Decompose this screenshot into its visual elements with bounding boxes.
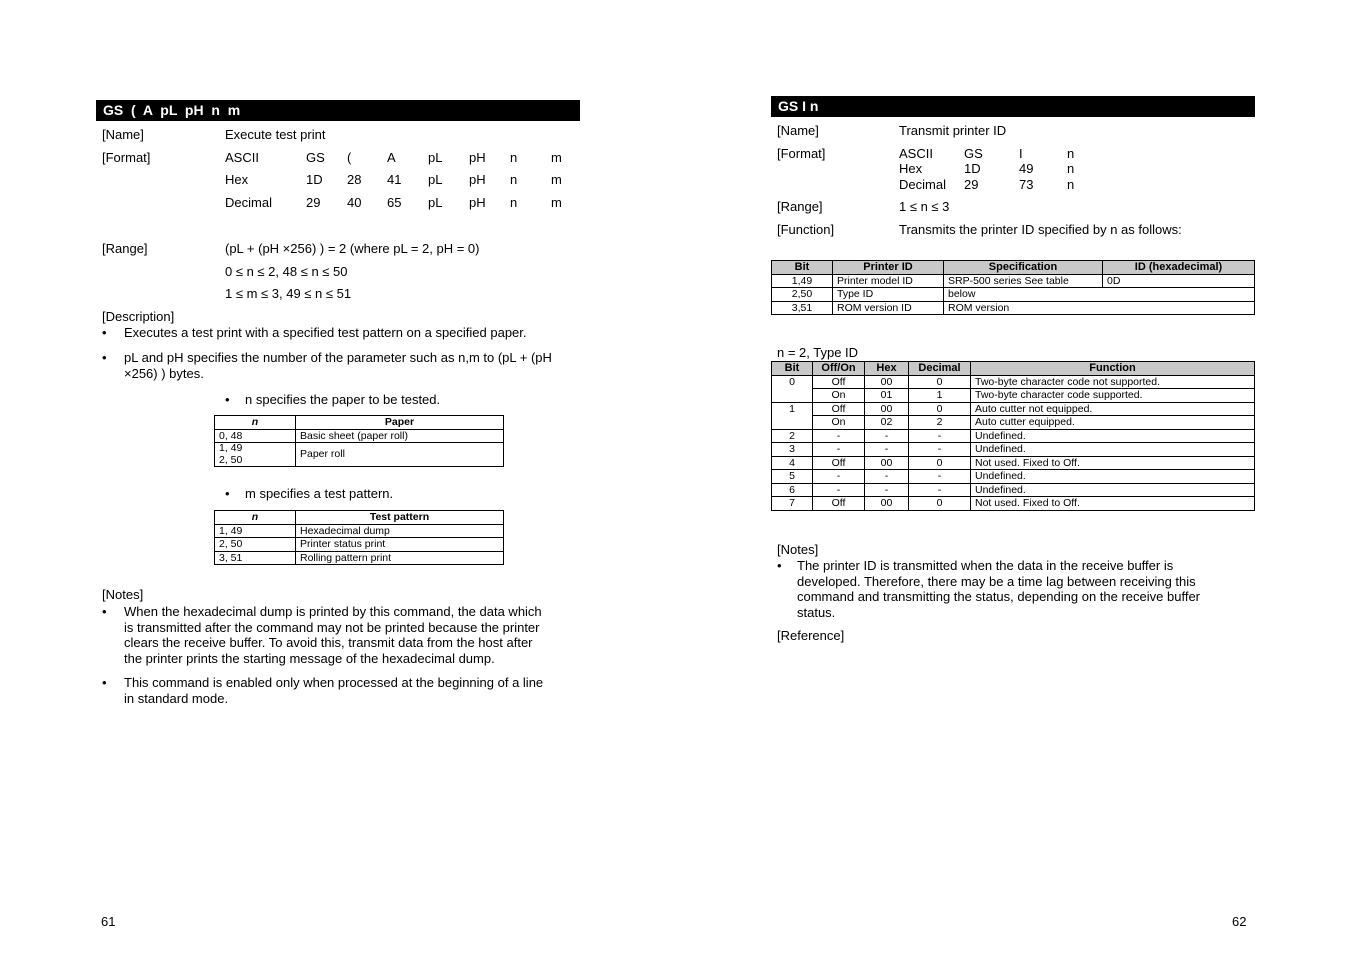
table-row [215, 538, 504, 552]
table-row [772, 402, 1255, 416]
table-cell: 2,50 [772, 288, 833, 302]
table-header: ID (hexadecimal) [1103, 261, 1255, 275]
table-header: n [215, 511, 296, 525]
left-range-label: [Range] [102, 241, 148, 256]
left-command-title: GS ( A pL pH n m [96, 100, 580, 121]
bullet-text: ×256) ) bytes. [124, 366, 204, 381]
bullet-dot: • [102, 325, 107, 340]
table-cell: - [813, 483, 865, 497]
table-cell: Hexadecimal dump [296, 524, 504, 538]
table-row [772, 443, 1255, 457]
format-cell: 1D [306, 172, 323, 187]
table-cell: 2, 50 [215, 538, 296, 552]
page-number-left: 61 [101, 914, 116, 929]
format-cell: pH [469, 150, 486, 165]
format-cell: pH [469, 195, 486, 210]
format-cell: n [1067, 161, 1075, 176]
table-cell: 0 [772, 375, 813, 402]
bullet-text: is transmitted after the command may not be printed because the printer [124, 619, 540, 635]
table-cell: 1,49 [772, 274, 833, 288]
printer-id-table [771, 260, 1255, 315]
right-range-label: [Range] [777, 199, 823, 214]
table-cell: 2 [909, 416, 971, 430]
format-cell: ( [347, 150, 352, 165]
type-id-table [771, 361, 1255, 511]
table-cell: 6 [772, 483, 813, 497]
format-cell: n [1067, 146, 1075, 161]
table-cell: 0 [909, 375, 971, 389]
format-cell: n [1067, 177, 1075, 192]
table-cell: Auto cutter not equipped. [971, 402, 1255, 416]
table-row [772, 456, 1255, 470]
table-cell: - [865, 443, 909, 457]
table-cell: Undefined. [971, 470, 1255, 484]
right-name-label: [Name] [777, 123, 819, 138]
format-cell: ASCII [225, 150, 259, 165]
table-cell: 1, 49 [215, 524, 296, 538]
right-reference-label: [Reference] [777, 628, 845, 643]
table-cell: Off [813, 402, 865, 416]
table-cell: - [865, 429, 909, 443]
table-cell: 02 [865, 416, 909, 430]
bullet-text: the printer prints the starting message of the hexadecimal dump. [124, 650, 495, 666]
table-cell: ROM version ID [833, 301, 944, 315]
table-cell: Rolling pattern print [296, 551, 504, 565]
table-cell: Undefined. [971, 483, 1255, 497]
bullet-text: pL and pH specifies the number of the parameter such as n,m to (pL + (pH [124, 350, 552, 365]
table-cell: Undefined. [971, 429, 1255, 443]
description-bullet [102, 325, 572, 341]
table-cell: 7 [772, 497, 813, 511]
table-cell: Paper roll [296, 443, 504, 467]
table-cell: Off [813, 497, 865, 511]
table-cell: 01 [865, 389, 909, 403]
left-range-line: 0 ≤ n ≤ 2, 48 ≤ n ≤ 50 [225, 264, 348, 279]
bullet-dot: • [777, 558, 782, 573]
table-cell: Not used. Fixed to Off. [971, 456, 1255, 470]
left-range-line: (pL + (pH ×256) ) = 2 (where pL = 2, pH = 0) [225, 241, 480, 256]
bullet-text: m specifies a test pattern. [245, 486, 394, 501]
format-cell: 1D [964, 161, 981, 176]
table-cell: 3, 51 [215, 551, 296, 565]
right-range-value: 1 ≤ n ≤ 3 [899, 199, 950, 214]
bullet-dot: • [102, 604, 107, 619]
left-format-label: [Format] [102, 150, 151, 165]
table-cell: - [813, 443, 865, 457]
table-cell: 0D [1103, 274, 1255, 288]
left-range-line: 1 ≤ m ≤ 3, 49 ≤ n ≤ 51 [225, 286, 352, 301]
format-cell: 65 [387, 195, 402, 210]
left-name-value: Execute test print [225, 127, 326, 142]
table-row [772, 288, 1255, 302]
table-cell-line: 2, 50 [219, 453, 243, 466]
table-cell: - [909, 483, 971, 497]
table-cell: - [813, 470, 865, 484]
table-row [772, 416, 1255, 430]
format-cell: ASCII [899, 146, 933, 161]
table-cell: 00 [865, 456, 909, 470]
table-cell: Basic sheet (paper roll) [296, 429, 504, 443]
bullet-dot: • [225, 486, 230, 501]
format-cell: 29 [306, 195, 321, 210]
format-cell: 28 [347, 172, 362, 187]
table-row [772, 429, 1255, 443]
table-row [772, 389, 1255, 403]
table-header: Paper [296, 416, 504, 430]
table-cell: - [813, 429, 865, 443]
table-cell: - [909, 443, 971, 457]
table-cell [215, 443, 296, 467]
format-cell: 73 [1019, 177, 1034, 192]
bullet-text: This command is enabled only when processed at the beginning of a line [124, 675, 544, 690]
table-cell: Printer status print [296, 538, 504, 552]
table-cell: - [909, 429, 971, 443]
format-cell: n [510, 172, 518, 187]
right-format-label: [Format] [777, 146, 826, 161]
table-header: Specification [944, 261, 1103, 275]
table-cell: 3,51 [772, 301, 833, 315]
description-bullet [102, 350, 572, 382]
table-cell: - [909, 470, 971, 484]
right-notes-label: [Notes] [777, 542, 819, 557]
format-cell: Hex [899, 161, 923, 176]
table-cell: 0 [909, 402, 971, 416]
table-cell: below [944, 288, 1255, 302]
format-cell: m [551, 195, 562, 210]
notes-bullet [102, 675, 572, 707]
table-header: Bit [772, 362, 813, 376]
bullet-text: Executes a test print with a specified test pattern on a specified paper. [124, 325, 527, 340]
format-cell: n [510, 150, 518, 165]
table-cell: On [813, 389, 865, 403]
table-row [772, 470, 1255, 484]
table-header: Hex [865, 362, 909, 376]
table-cell: - [865, 483, 909, 497]
table-header: Test pattern [296, 511, 504, 525]
page-number-right: 62 [1232, 914, 1247, 929]
table-header: Off/On [813, 362, 865, 376]
left-description-label: [Description] [102, 309, 175, 324]
table-cell: Off [813, 375, 865, 389]
table-header: Function [971, 362, 1255, 376]
format-cell: 29 [964, 177, 979, 192]
table-cell: Two-byte character code not supported. [971, 375, 1255, 389]
table-row [772, 274, 1255, 288]
table-cell: Undefined. [971, 443, 1255, 457]
table-cell: 5 [772, 470, 813, 484]
table-header: n [215, 416, 296, 430]
bullet-text: clears the receive buffer. To avoid this, transmit data from the host after [124, 635, 533, 650]
bullet-text: in standard mode. [124, 690, 229, 706]
right-name-value: Transmit printer ID [899, 123, 1007, 138]
table-row [772, 483, 1255, 497]
format-cell: I [1019, 146, 1023, 161]
table-cell: 3 [772, 443, 813, 457]
table-cell: 2 [772, 429, 813, 443]
format-cell: n [510, 195, 518, 210]
table-header: Decimal [909, 362, 971, 376]
table-row [215, 524, 504, 538]
bullet-text: status. [797, 604, 836, 620]
paper-table [214, 415, 504, 467]
table-cell: 00 [865, 402, 909, 416]
format-cell: pL [428, 172, 443, 187]
bullet-dot: • [225, 392, 230, 407]
bullet-text: When the hexadecimal dump is printed by this command, the data which [124, 604, 542, 619]
table-cell: 0 [909, 456, 971, 470]
bullet-text: command and transmitting the status, depending on the receive buffer [797, 589, 1201, 604]
format-cell: A [387, 150, 396, 165]
table-row [215, 429, 504, 443]
table-row [772, 301, 1255, 315]
format-cell: pL [428, 150, 443, 165]
format-cell: pL [428, 195, 443, 210]
notes-bullet [777, 558, 1247, 622]
table-cell: Two-byte character code supported. [971, 389, 1255, 403]
table-cell: On [813, 416, 865, 430]
table-cell: Type ID [833, 288, 944, 302]
bullet-text: developed. Therefore, there may be a time lag between receiving this [797, 573, 1196, 589]
notes-bullet [102, 604, 572, 668]
table-cell: 0, 48 [215, 429, 296, 443]
table-cell: SRP-500 series See table [944, 274, 1103, 288]
bullet-dot: • [102, 675, 107, 690]
right-function-value: Transmits the printer ID specified by n as follows: [899, 222, 1182, 237]
left-notes-label: [Notes] [102, 587, 144, 602]
table-cell: 1 [772, 402, 813, 429]
pattern-table [214, 510, 504, 565]
table-cell: Printer model ID [833, 274, 944, 288]
format-cell: m [551, 172, 562, 187]
right-command-title: GS I n [771, 96, 1255, 117]
format-cell: pH [469, 172, 486, 187]
pattern-bullet [225, 486, 525, 502]
bullet-text: The printer ID is transmitted when the data in the receive buffer is [797, 558, 1174, 573]
table-cell: - [865, 470, 909, 484]
table-row [772, 375, 1255, 389]
type-id-caption: n = 2, Type ID [777, 345, 859, 360]
table-row [215, 443, 504, 467]
format-cell: m [551, 150, 562, 165]
table-cell: ROM version [944, 301, 1255, 315]
table-cell: 0 [909, 497, 971, 511]
format-cell: 41 [387, 172, 402, 187]
table-cell: 00 [865, 375, 909, 389]
table-header: Bit [772, 261, 833, 275]
table-row [215, 551, 504, 565]
format-cell: 49 [1019, 161, 1034, 176]
bullet-text: n specifies the paper to be tested. [245, 392, 441, 407]
table-cell: 1 [909, 389, 971, 403]
table-cell: Not used. Fixed to Off. [971, 497, 1255, 511]
format-cell: 40 [347, 195, 362, 210]
table-cell: 00 [865, 497, 909, 511]
bullet-dot: • [102, 350, 107, 365]
format-cell: Decimal [899, 177, 946, 192]
table-cell: Auto cutter equipped. [971, 416, 1255, 430]
format-cell: GS [306, 150, 325, 165]
table-cell: 4 [772, 456, 813, 470]
right-function-label: [Function] [777, 222, 835, 237]
format-cell: Hex [225, 172, 249, 187]
format-cell: Decimal [225, 195, 272, 210]
table-header: Printer ID [833, 261, 944, 275]
table-cell-line: 1, 49 [219, 442, 243, 454]
left-name-label: [Name] [102, 127, 144, 142]
table-cell: Off [813, 456, 865, 470]
paper-bullet [225, 392, 525, 408]
format-cell: GS [964, 146, 983, 161]
table-row [772, 497, 1255, 511]
